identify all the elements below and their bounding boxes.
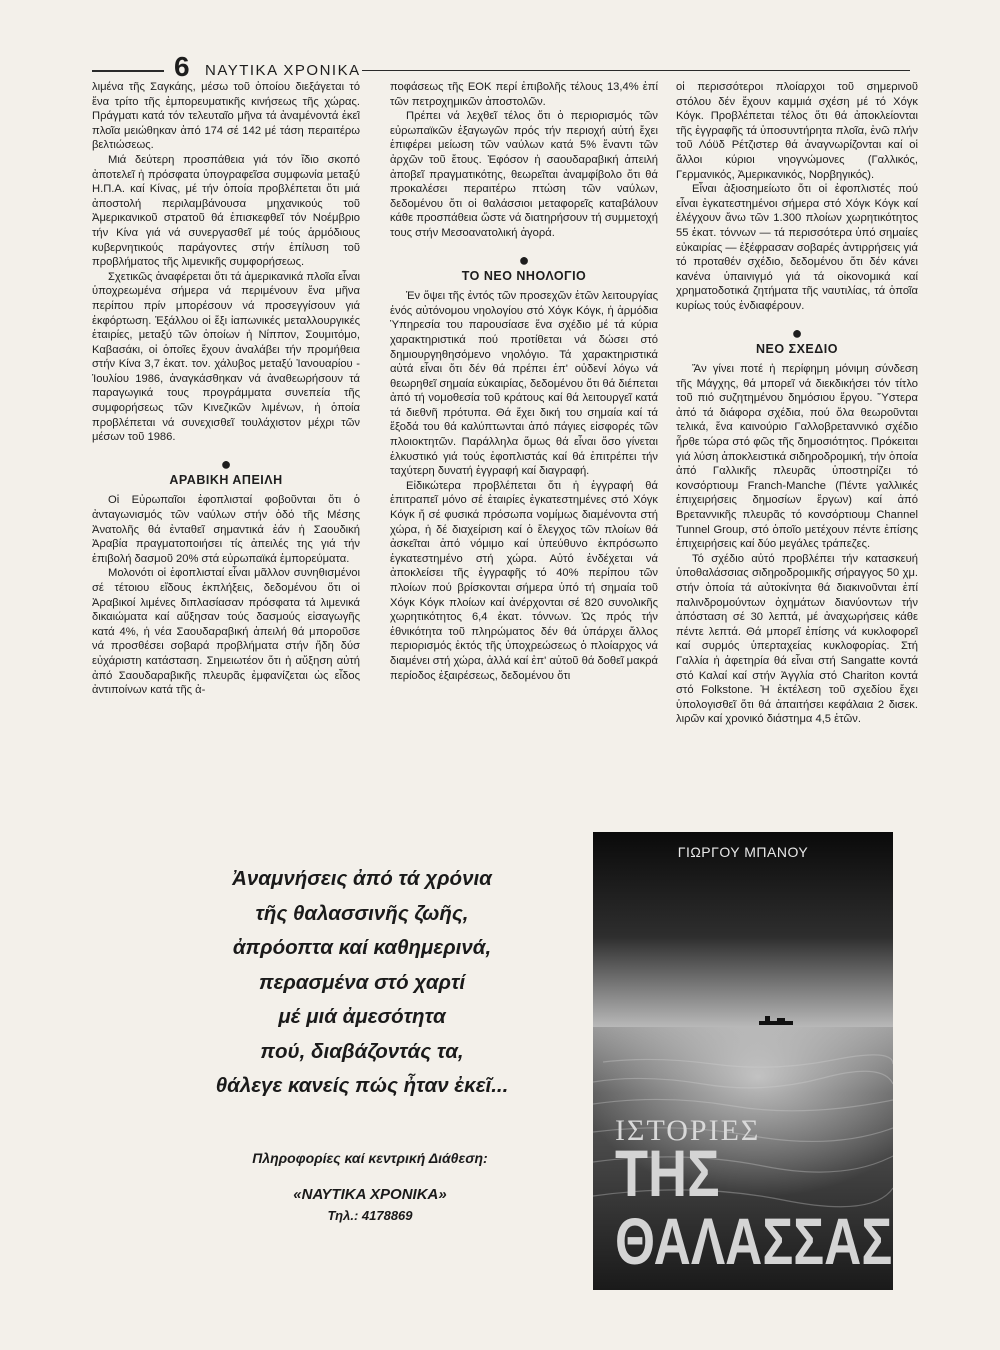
section-heading: ΤΟ ΝΕΟ ΝΗΟΛΟΓΙΟ: [461, 268, 587, 283]
distributor-name: «ΝΑΥΤΙΚΑ ΧΡΟΝΙΚΑ»: [293, 1186, 447, 1203]
book-cover: [593, 832, 893, 1290]
paragraph: Μολονότι οἱ ἐφοπλισταί εἶναι μᾶλλον συνηθισμένοι σέ τέτοιου εἴδους ἐκπλήξεις, δεδομένου ὅτι οἱ Ἀραβικοί λιμένες διπλασίασαν πρόσφατα τά λιμενικά δικαιώματα καί αὔξησαν τούς δασμούς εἰσαγωγῆς κατά 4%, ἡ νέα Σαουδαραβική ἀπειλή θά μποροῦσε νά προσθέσει σοβαρά προβλήματα στήν ἤδη δύσ εὐχάριστη κατάσταση. Σημειωτέον ὅτι ἡ αὔξηση αὐτή ἀπό Σαουδαραβικῆς πλευρᾶς ἐμφανίζεται ὡς εἶδος ἀντιποίνων κατά τῆς ἀ-: [92, 567, 360, 697]
paragraph: Εἶναι ἀξιοσημείωτο ὅτι οἱ ἐφοπλιστές πού εἶναι ἐγκατεστημένοι σήμερα στό Χόγκ Κόγκ καί ἐλέγχουν ἄνω τῶν 1.300 πλοίων χωρητικότητος 55 ἑκατ. τόννων — τά περισσότερα ὑπό σημαίες εὐκαιρίας — ἐξέφρασαν σοβαρές ἀντιρρήσεις γιά τό προταθέν σχέδιο, δεδομένου ὅτι δέν κάνει κανένα ὑπαινιγμό γιά τά οἰκονομικά καί χρηματοδοτικά ζητήματα τῆς ναυτιλίας, τά ὁποῖα κυρίως τούς ἐνδιαφέρουν.: [676, 183, 918, 312]
header-rule-right: [362, 70, 910, 71]
section-bullet: ●: [791, 322, 803, 343]
section-bullet: ●: [518, 249, 530, 270]
paragraph: Μιά δεύτερη προσπάθεια γιά τόν ἴδιο σκοπό ἀποτελεῖ ἡ πρόσφατα ὑπογραφεῖσα συμφωνία μεταξύ Η.Π.Α. καί Κίνας, μέ τήν ὁποία προβλέπεται ὅτι μιά ἀποστολή περιλαμβάνουσα μηχανικούς τοῦ Ἀμερικανικοῦ στρατοῦ θά ἐπισκεφθεῖ τόν Νοέμβριο τήν Κίνα γιά νά συνεργασθεῖ μέ τούς ἁρμόδιους κυβερνητικούς παράγοντες στήν ἐπίλυση τοῦ προβλήματος τῆς λιμενικῆς συμφορήσεως.: [92, 153, 360, 269]
ad-line: Ἀναμνήσεις ἀπό τά χρόνια: [232, 867, 492, 890]
paragraph: οἱ περισσότεροι πλοίαρχοι τοῦ σημερινοῦ στόλου δέν ἔχουν καμμιά σχέση μέ τό Χόγκ Κόγκ. Προβλέπεται τέλος ὅτι θά ἀποκλείονται τῆς ἐγγραφῆς τά ὑποσυντήρητα πλοῖα, ἐνῶ πλήν τοῦ Λόϋδ Ρέτζιστερ θά ἀναγνωρίζονται καί οἱ ἄλλοι κύριοι νηογνώμονες (Γαλλικός, Γερμανικός, Ἀμερικανικός, Νορβηγικός).: [676, 81, 918, 181]
ad-line: περασμένα στό χαρτί: [258, 970, 466, 994]
paragraph: Ἐν ὄψει τῆς ἐντός τῶν προσεχῶν ἐτῶν λειτουργίας ἑνός αὐτόνομου νηολογίου στό Χόγκ Κόγκ, ἡ ἁρμόδια Ὑπηρεσία του παρουσίασε ἕνα σχέδιο μέ τά κύρια χαρακτηριστικά πού προτίθεται νά δώσει στό δημιουργηθησόμενο νηολόγιο. Τά χαρακτηριστικά αὐτά εἶναι ὅτι δέν θά πρέπει ἐπ' οὐδενί λόγω νά θεωρηθεῖ σημαία εὐκαιρίας, δεδομένου ὅτι θά διέπεται ἀπό τή νομοθεσία τοῦ κράτους καί θά λειτουργεῖ κατά τά διεθνῆ πρότυπα. Θά ἔχει δική του σημαία καί τά ἔξοδά του θά καλύπτωνται ἀπό πάγιες εἰσφορές τῶν πλοιοκτητῶν. Παράλληλα ὅμως θά εἶναι ὅσο γίνεται ἑλκυστικό γιά τούς ἐφοπλιστάς καί θά ἐπιτρέπει τήν ταχύτερη δυνατή ἐγγραφή καί διαγραφή.: [390, 290, 658, 478]
magazine-title: ΝΑΥΤΙΚΑ ΧΡΟΝΙΚΑ: [205, 62, 361, 79]
paragraph: Ἄν γίνει ποτέ ἡ περίφημη μόνιμη σύνδεση τῆς Μάγχης, θά μπορεῖ νά διεκδικήσει τόν τίτλο τοῦ πιό συζητημένου δημόσιου ἔργου. Ὕστερα ἀπό τά διάφορα σχέδια, πού ὅλα θεωροῦνται τελικά, ἕνα καινούριο Γαλλοβρεταννικό σχέδιο ἦρθε τώρα στό φῶς τῆς δημοσιότητος. Πρόκειται γιά λύση ἀποκλειστικά σιδηροδρομική, τήν ὁποία ἀπό Γαλλικῆς πλευρᾶς ὑποστηρίζει τό κονσόρτιουμ Franch-Manche (Πέντε γαλλικές ἐπιχειρήσεις δημοσίων ἔργων) καί ἀπό Βρεταννικῆς πλευρᾶς τό κονσόρτιουμ Channel Tunnel Group, στό ὁποῖο μετέχουν πέντε ἐπίσης ἐπιχειρήσεις καί δύο μεγάλες τράπεζες.: [676, 363, 918, 551]
book-title-line-3: ΘΑΛΑΣΣΑΣ: [615, 1204, 893, 1278]
paragraph: Οἱ Εὐρωπαῖοι ἐφοπλισταί φοβοῦνται ὅτι ὁ ἀνταγωνισμός τῶν ναύλων στήν ὁδό τῆς Μέσης Ἀνατολῆς θά ἐνταθεῖ σημαντικά ἐάν ἡ Σαουδική Ἀραβία πραγματοποιήσει τίς ἀπειλές της γιά τήν ἐπιβολή δασμοῦ 20% στά εὐρωπαϊκά ἐμπορεύματα.: [92, 494, 360, 565]
book-title-line-1: ΙΣΤΟΡΙΕΣ: [615, 1114, 761, 1147]
page-number: 6: [174, 51, 190, 82]
ad-line: μέ μιά ἀμεσότητα: [278, 1005, 446, 1028]
advertisement-text: [152, 862, 572, 1104]
article-column-2: [390, 80, 658, 835]
paragraph: Σχετικῶς ἀναφέρεται ὅτι τά ἀμερικανικά πλοῖα εἶναι ὑποχρεωμένα σήμερα νά περιμένουν ἕνα μῆνα περίπου πρίν μπορέσουν νά προσεγγίσουν γιά ἐκφόρτωση. Ἐξάλλου οἱ ἕξι ἰαπωνικές μεταλλουργικές ἑταιρίες, μεταξύ τῶν ὁποίων ἡ Νίππον, Σουμιτόμο, Καβασάκι, οἱ ὁποῖες ἔχουν ἀναλάβει τήν προμήθεια στήν Κίνα 3,7 ἑκατ. τον. χάλυβος μεταξύ Ἰανουαρίου - Ἰουλίου 1986, ἀναγκάσθηκαν νά ἀναθεωρήσουν τά παραγωγικά τους προγράμματα συνεπεία τῆς συμφορήσεως τῶν Κινεζικῶν λιμένων, ἡ ὁποία προβλέπεται νά συνεχισθεῖ τουλάχιστον μέχρι τῶν μέσων τοῦ 1986.: [92, 270, 360, 444]
section-heading: ΑΡΑΒΙΚΗ ΑΠΕΙΛΗ: [169, 472, 283, 487]
section-heading: ΝΕΟ ΣΧΕΔΙΟ: [756, 341, 838, 356]
paragraph: Πρέπει νά λεχθεῖ τέλος ὅτι ὁ περιορισμός τῶν εὐρωπαϊκῶν ἐξαγωγῶν πρός τήν περιοχή αὐτή ἔχει ἐπιφέρει μείωση τῶν ναύλων κατά 5% ἔναντι τῶν ἀρχῶν τοῦ ἔτους. Ἐφόσον ἡ σαουδαραβική ἀπειλή ἀποβεῖ πραγματικότης, θεωρεῖται ἀναμφίβολο ὅτι θά προκαλέσει περαιτέρω πτώση τῶν ναύλων, δεδομένου ὅτι οἱ θαλάσσιοι μεταφορεῖς καταβάλουν κάθε προσπάθεια ὥστε νά διατηρήσουν τή συμμετοχή τους στήν Μεσοανατολική ἀγορά.: [390, 110, 658, 239]
book-author: ΓΙΩΡΓΟΥ ΜΠΑΝΟΥ: [677, 844, 809, 860]
paragraph: Τό σχέδιο αὐτό προβλέπει τήν κατασκευή ὑποθαλάσσιας σιδηροδρομικῆς σήραγγος 50 χμ. στήν ὁποία τά αὐτοκίνητα θά διακινοῦνται ἐπί παλινδρομούντων ὀχημάτων διανύοντων τήν ἀπόσταση σέ 30 λεπτά, μέ ἀναχωρήσεις κάθε πέντε λεπτά. Θά μπορεῖ ἐπίσης νά κυκλοφορεῖ καί συρμός ὑπερταχείας κυκλοφορίας. Στή Γαλλία ἡ ἀφετηρία θά εἶναι στή Sangatte κοντά στό Καλαί καί στήν Ἀγγλία στό Chariton κοντά στό Folkstone. Ἡ ἐκτέλεση τοῦ σχεδίου ἔχει ὑπολογισθεῖ ὅτι θά ἀπαιτήσει κεφάλαια 2 δισεκ. λιρῶν καί χρονικό διάστημα 4,5 ἐτῶν.: [676, 552, 918, 726]
paragraph: ποφάσεως τῆς ΕΟΚ περί ἐπιβολῆς τέλους 13,4% ἐπί τῶν πετροχημικῶν ἀποστολῶν.: [390, 81, 658, 108]
phone-number: Τηλ.: 4178869: [327, 1208, 413, 1223]
ad-line: θάλεγε κανείς πώς ἦταν ἐκεῖ...: [215, 1074, 509, 1097]
paragraph: Εἰδικώτερα προβλέπεται ὅτι ἡ ἐγγραφή θά ἐπιτραπεῖ μόνο σέ ἑταιρίες ἐγκατεστημένες στό Χόγκ Κόγκ ἤ σέ φυσικά πρόσωπα νομίμως διαμένοντα στή χώρα, ἡ δέ διαχείριση καί ὁ ἔλεγχος τῶν πλοίων θά ἀσκεῖται ἀπό νόμιμο καί ὑπεύθυνο ἐκπρόσωπο ἐγκατεστημένο στή χώρα. Αὐτό ἐνδέχεται νά ἀποκλείσει τῆς ἐγγραφῆς τό 40% περίπου τῶν πλοίων πού βρίσκονται σήμερα ὑπό τή σημαία τοῦ Χόγκ Κόγκ πλοίων καί ἀνέρχονται σέ 820 συνολικῆς χωρητικότητος 6,4 ἑκατ. τόννων. Ὡς πρός τήν ἐθνικότητα τοῦ πληρώματος δέν θά ὑπάρχει ἄλλος περιορισμός ἐκτός τῆς ὑποχρεώσεως ὁ πλοίαρχος νά διαμένει στή χώρα, ἀλλά καί ἐπ' αὐτοῦ θά δοθεῖ μακρά περίοδος ἐξαιρέσεως, δεδομένου ὅτι: [390, 479, 658, 682]
info-label: Πληροφορίες καί κεντρική Διάθεση:: [252, 1150, 488, 1166]
book-title-line-2: ΤΗΣ: [615, 1136, 720, 1210]
paragraph: λιμένα τῆς Σαγκάης, μέσω τοῦ ὁποίου διεξάγεται τό ἕνα τρίτο τῆς ἐμπορευματικῆς κινήσεως τῆς χώρας. Πράγματι κατά τόν τελευταῖο μῆνα τά ἀναμένοντά ἐκεῖ πλοῖα μειώθηκαν ἀπό 174 σέ 142 μέ τάση περαιτέρω βελτιώσεως.: [92, 81, 360, 152]
section-bullet: ●: [220, 453, 232, 474]
article-column-1: [92, 80, 360, 835]
header-rule-left: [92, 70, 164, 72]
article-column-3: [676, 80, 918, 825]
ad-line: ἀπρόοπτα καί καθημερινά,: [232, 936, 492, 959]
ad-line: πού, διαβάζοντάς τα,: [260, 1039, 464, 1063]
ad-line: τῆς θαλασσινῆς ζωῆς,: [255, 901, 469, 925]
